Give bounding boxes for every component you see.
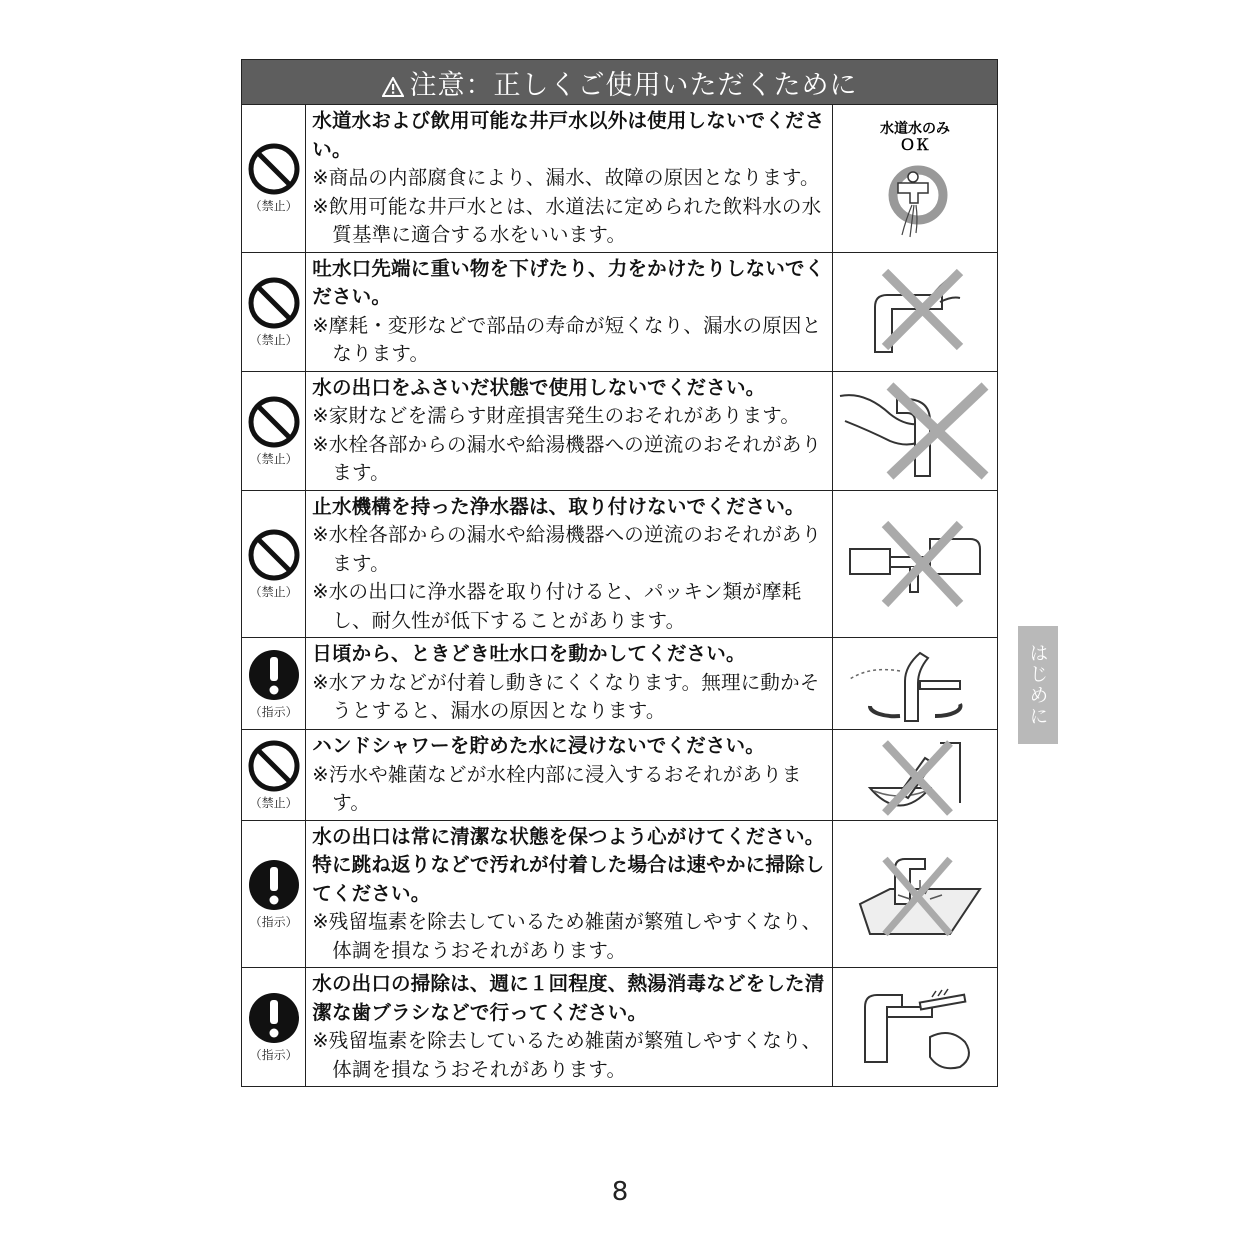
caution-title: 注意：正しくご使用いただくために	[409, 69, 858, 101]
section-tab[interactable]: はじめに	[1018, 626, 1058, 744]
prohibition-icon	[247, 739, 301, 793]
warning-icon	[382, 77, 404, 97]
instruction-icon	[247, 858, 301, 912]
prohibition-icon	[247, 528, 301, 582]
row-note: ※残留塩素を除去しているため雑菌が繁殖しやすくなり、体調を損なうおそれがあります。	[312, 910, 822, 962]
row-main-text: 吐水口先端に重い物を下げたり、力をかけたりしないでください。	[312, 256, 825, 308]
prohibition-icon	[247, 395, 301, 449]
instruction-icon	[247, 648, 301, 702]
blocked-outlet-prohibited-illustration	[835, 376, 995, 486]
row-note: ※飲用可能な井戸水とは、水道法に定められた飲料水の水質基準に適合する水をいいます。	[312, 194, 822, 246]
symbol-label: （指示）	[249, 1048, 298, 1062]
row-note: ※摩耗・変形などで部品の寿命が短くなり、漏水の原因となります。	[312, 313, 822, 365]
row-main-text: 日頃から、ときどき吐水口を動かしてください。	[312, 642, 746, 665]
caution-table	[241, 59, 998, 1087]
picture-caption: 水道水のみ	[880, 121, 951, 138]
symbol-label: （禁止）	[249, 795, 298, 810]
row-note: ※商品の内部腐食により、漏水、故障の原因となります。	[312, 166, 820, 189]
row-note: ※水栓各部からの漏水や給湯機器への逆流のおそれがあります。	[312, 432, 822, 484]
row-note: ※水アカなどが付着し動きにくくなります。無理に動かそうとすると、漏水の原因となります。	[312, 670, 820, 722]
row-note: ※家財などを濡らす財産損害発生のおそれがあります。	[312, 404, 801, 427]
page-number: 8	[611, 1177, 629, 1207]
table-row	[242, 968, 998, 1087]
row-main-text: 水の出口は常に清潔な状態を保つよう心がけてください。特に跳ね返りなどで汚れが付着した場合は速やかに掃除してください。	[312, 824, 825, 905]
row-note: ※水の出口に浄水器を取り付けると、パッキン類が摩耗し、耐久性が低下することがあります。	[312, 580, 802, 632]
instruction-icon	[247, 991, 301, 1045]
symbol-label: （禁止）	[249, 451, 298, 466]
table-row	[242, 820, 998, 968]
symbol-label: （指示）	[249, 914, 298, 929]
prohibition-icon	[247, 142, 301, 196]
symbol-label: （禁止）	[249, 199, 298, 214]
shower-in-basin-prohibited-illustration	[840, 733, 990, 817]
prohibition-icon	[247, 276, 301, 330]
water-purifier-prohibited-illustration	[840, 509, 990, 619]
table-row	[242, 638, 998, 730]
symbol-label: （禁止）	[249, 584, 298, 599]
row-main-text: ハンドシャワーを貯めた水に浸けないでください。	[312, 734, 765, 757]
table-row	[242, 105, 998, 253]
faucet-ok-illustration	[840, 113, 990, 243]
symbol-label: （禁止）	[249, 332, 298, 347]
table-row	[242, 371, 998, 490]
symbol-label: （指示）	[249, 704, 298, 719]
table-row	[242, 730, 998, 821]
table-row	[242, 490, 998, 638]
row-note: ※水栓各部からの漏水や給湯機器への逆流のおそれがあります。	[312, 523, 822, 575]
dirty-splash-illustration	[840, 844, 990, 944]
row-note: ※汚水や雑菌などが水栓内部に浸入するおそれがあります。	[312, 762, 802, 814]
row-main-text: 水の出口をふさいだ状態で使用しないでください。	[312, 375, 766, 399]
row-note: ※残留塩素を除去しているため雑菌が繁殖しやすくなり、体調を損なうおそれがあります。	[312, 1029, 822, 1081]
picture-caption: ＯＫ	[900, 136, 931, 155]
toothbrush-cleaning-illustration	[840, 977, 990, 1077]
row-main-text: 水道水および飲用可能な井戸水以外は使用しないでください。	[312, 109, 825, 161]
rotate-spout-illustration	[840, 641, 990, 727]
table-row	[242, 252, 998, 371]
row-main-text: 水の出口の掃除は、週に１回程度、熱湯消毒などをした清潔な歯ブラシなどで行ってください。	[312, 972, 825, 1024]
caution-header	[242, 60, 998, 105]
row-main-text: 止水機構を持った浄水器は、取り付けないでください。	[312, 494, 805, 518]
faucet-force-prohibited-illustration	[840, 262, 990, 362]
